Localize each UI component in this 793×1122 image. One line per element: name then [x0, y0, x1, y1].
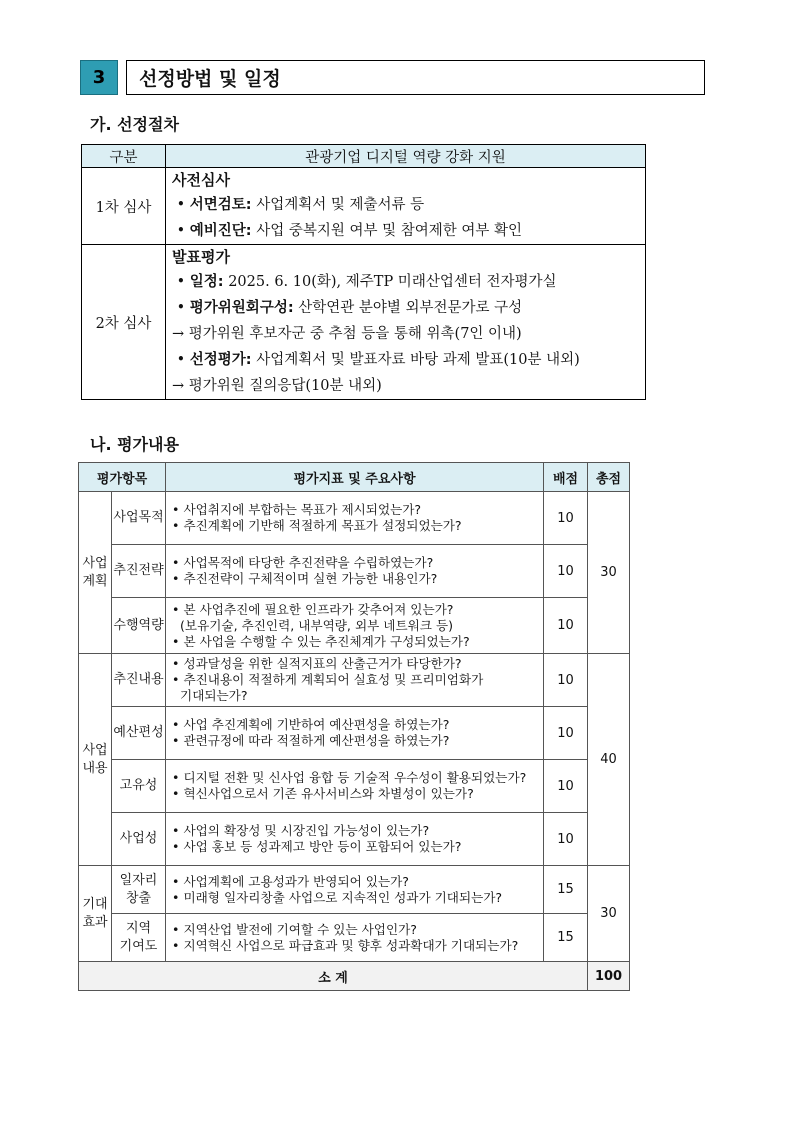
criteria-cell: [166, 914, 544, 962]
criteria-cell: [166, 654, 544, 707]
item-name: 추진내용: [112, 654, 166, 707]
total-row: [79, 962, 630, 991]
stage1-key: 서면검토:: [189, 197, 252, 213]
stage2-title: 발표평가: [172, 248, 230, 266]
points-value: 15: [544, 914, 588, 962]
table-row: [79, 654, 630, 707]
section-header: [80, 60, 705, 95]
stage2-line: → 평가위원 후보자군 중 추첨 등을 통해 위촉(7인 이내): [172, 326, 522, 342]
points-value: 10: [544, 492, 588, 545]
criteria-cell: [166, 707, 544, 760]
table-row: [79, 914, 630, 962]
header-program: 관광기업 디지털 역량 강화 지원: [166, 145, 646, 168]
criteria-line: • 추진계획에 기반해 적절하게 목표가 설정되었는가?: [172, 518, 462, 533]
stage1-title: 사전심사: [172, 171, 230, 189]
criteria-line: • 사업취지에 부합하는 목표가 제시되었는가?: [172, 502, 422, 517]
points-value: 10: [544, 707, 588, 760]
criteria-line: • 사업 홍보 등 성과제고 방안 등이 포함되어 있는가?: [172, 839, 462, 854]
group-name: 사업 계획: [79, 492, 112, 654]
criteria-line: • 본 사업추진에 필요한 인프라가 갖추어져 있는가?: [172, 601, 454, 617]
table-row: [79, 545, 630, 598]
criteria-line: • 사업의 확장성 및 시장진입 가능성이 있는가?: [172, 823, 430, 838]
stage2-line: → 평가위원 질의응답(10분 내외): [172, 378, 382, 394]
table-row: [79, 492, 630, 545]
item-name: 예산편성: [112, 707, 166, 760]
item-name: 사업목적: [112, 492, 166, 545]
criteria-line: 기대되는가?: [172, 688, 248, 703]
header-points: 배점: [544, 463, 588, 492]
stage2-line: • 평가위원회구성: 산학연관 분야별 외부전문가로 구성: [172, 300, 523, 316]
criteria-cell: [166, 545, 544, 598]
criteria-cell: [166, 598, 544, 654]
points-value: 10: [544, 598, 588, 654]
criteria-line: • 추진전략이 구체적이며 실현 가능한 내용인가?: [172, 571, 438, 586]
criteria-line: • 성과달성을 위한 실적지표의 산출근거가 타당한가?: [172, 656, 462, 671]
item-name: 일자리 창출: [112, 866, 166, 914]
criteria-cell: [166, 813, 544, 866]
criteria-line: • 지역산업 발전에 기여할 수 있는 사업인가?: [172, 921, 417, 937]
criteria-cell: [166, 760, 544, 813]
item-name: 추진전략: [112, 545, 166, 598]
stage2-line: • 선정평가: 사업계획서 및 발표자료 바탕 과제 발표(10분 내외): [172, 352, 580, 368]
stage1-line: • 서면검토: 사업계획서 및 제출서류 등: [172, 197, 425, 213]
header-category: 구분: [82, 145, 166, 168]
criteria-line: • 디지털 전환 및 신사업 융합 등 기술적 우수성이 활용되었는가?: [172, 770, 527, 785]
stage1-label: 1차 심사: [82, 168, 166, 245]
subheading-procedure: 가. 선정절차: [90, 115, 179, 134]
criteria-cell: [166, 866, 544, 914]
criteria-line: • 추진내용이 적절하게 계획되어 실효성 및 프리미엄화가: [172, 672, 484, 687]
item-name: 지역 기여도: [112, 914, 166, 962]
group-total: 30: [588, 866, 630, 962]
stage2-label: 2차 심사: [82, 245, 166, 400]
points-value: 10: [544, 760, 588, 813]
item-name: 고유성: [112, 760, 166, 813]
evaluation-body: [79, 492, 630, 962]
item-name: 사업성: [112, 813, 166, 866]
criteria-line: • 미래형 일자리창출 사업으로 지속적인 성과가 기대되는가?: [172, 889, 503, 905]
criteria-line: • 사업목적에 타당한 추진전략을 수립하였는가?: [172, 555, 434, 570]
header-total: 총점: [588, 463, 630, 492]
stage1-line: • 예비진단: 사업 중복지원 여부 및 참여제한 여부 확인: [172, 223, 522, 239]
total-value: 100: [588, 962, 630, 991]
criteria-line: • 사업계획에 고용성과가 반영되어 있는가?: [172, 873, 409, 889]
total-label: 소 계: [79, 962, 588, 991]
procedure-table: [81, 144, 646, 400]
group-total: 30: [588, 492, 630, 654]
group-name: 기대 효과: [79, 866, 112, 962]
stage1-key: 예비진단:: [189, 223, 252, 239]
points-value: 10: [544, 813, 588, 866]
stage2-content: [166, 245, 646, 400]
criteria-line: (보유기술, 추진인력, 내부역량, 외부 네트워크 등): [172, 617, 454, 633]
stage2-line: • 일정: 2025. 6. 10(화), 제주TP 미래산업센터 전자평가실: [172, 274, 557, 290]
evaluation-table: [78, 462, 630, 991]
section-number: 3: [80, 60, 118, 95]
criteria-cell: [166, 492, 544, 545]
table-row: [79, 707, 630, 760]
group-total: 40: [588, 654, 630, 866]
points-value: 10: [544, 654, 588, 707]
criteria-line: • 사업 추진계획에 기반하여 예산편성을 하였는가?: [172, 717, 450, 732]
table-row: [79, 813, 630, 866]
points-value: 10: [544, 545, 588, 598]
table-row: [79, 598, 630, 654]
criteria-line: • 지역혁신 사업으로 파급효과 및 향후 성과확대가 기대되는가?: [172, 937, 519, 953]
table-row: [79, 760, 630, 813]
section-title: 선정방법 및 일정: [126, 60, 705, 95]
criteria-line: • 관련규정에 따라 적절하게 예산편성을 하였는가?: [172, 733, 450, 748]
stage1-content: [166, 168, 646, 245]
subheading-evaluation: 나. 평가내용: [90, 435, 179, 454]
header-item: 평가항목: [79, 463, 166, 492]
item-name: 수행역량: [112, 598, 166, 654]
group-name: 사업 내용: [79, 654, 112, 866]
header-criteria: 평가지표 및 주요사항: [166, 463, 544, 492]
table-row: [79, 866, 630, 914]
criteria-line: • 본 사업을 수행할 수 있는 추진체계가 구성되었는가?: [172, 633, 470, 649]
criteria-line: • 혁신사업으로서 기존 유사서비스와 차별성이 있는가?: [172, 786, 474, 801]
points-value: 15: [544, 866, 588, 914]
